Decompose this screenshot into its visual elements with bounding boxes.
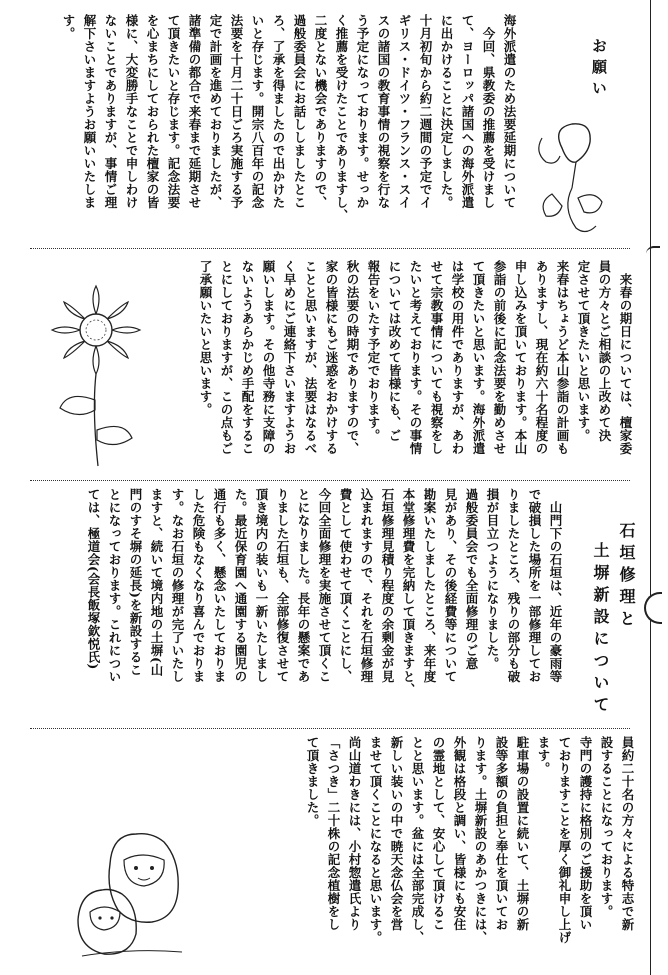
daruma-dolls-illustration xyxy=(72,820,192,960)
sunflower-illustration xyxy=(38,280,148,470)
section-title-line2: 土塀新設について xyxy=(591,542,610,718)
section-title-line1: 石垣修理と xyxy=(617,522,636,632)
section-next-spring-schedule xyxy=(8,252,646,478)
section-overseas-dispatch xyxy=(8,8,646,248)
margin-tick-top xyxy=(646,246,660,258)
section-title-onegai: お願い xyxy=(590,38,608,101)
dotted-divider-3 xyxy=(30,728,630,729)
dotted-divider-2 xyxy=(30,480,630,481)
section-stone-wall-repair xyxy=(8,482,646,726)
binding-hole-mark xyxy=(644,592,662,624)
section2-body: 来春の期日については、檀家委 員の方々とご相談の上改めて決 定させて頂きたいと思います。 来春はちょうど本山参詣の計画も ありますし、現在約六十名程度の 申し込みを頂いております。本山 参詣の前後に記念法要を勤めさせ て頂きたいと思います。海外派遣 は学校の用件でありますが、あわ せて宗教事情についても視察をし たいと考えております。その事情 については改めて皆様にも、ご 報告をいたす予定でおります。 秋の法要の時期でありますので、 家の皆様にもご迷惑をおかけする ことと思いますが、法要はなるべ く早めにご連絡下さいますようお 願いします。その他寺務に支障の ないようあらかじめ手配をするこ とにしておりますが、この点もご 了承願いたいと思います。 xyxy=(198,260,633,455)
dotted-divider-1 xyxy=(30,248,630,249)
section4-body: 員約二十名の方々による特志で新 設することになっております。 寺門の護持に格別のご援助を頂い ておりますことを厚く御礼申し上げ ます。 駐車場の設置に続いて、土塀の新 設等多額の負担と奉仕を頂いてお ります。土塀新設のあかつきには、 外観は格段と調い、皆様にも安住 の霊地として、安心して頂けるこ とと思います。盆には全部完成し、 新しい装いの中で暁天念仏会を営 ませて頂くことになると思います。 尚山道わきには、小村惣遣氏より 「さつき」二十株の記念植樹をし て頂きました。 xyxy=(305,736,635,944)
morning-glory-illustration xyxy=(532,118,612,238)
section1-body: 海外派遣のため法要延期について 今回、県教委の推薦を受けまし て、ヨーロッパ諸国への海外派遣 に出かけることに決定しました。 十月初旬から約二週間の予定でイ ギリス・ドイツ・フランス・スイ スの諸国の教育事情の視察を行な う予定になっております。せっか く推薦を受けたことでありますし、 二度とない機会でありますので、 過般委員会にお話ししましたとこ ろ、了承を得ましたので出かけた いと存じます。開宗八百年の記念 法要を十月二十日ごろ実施する予 定で計画を進めておりましたが、 諸準備の都合で来春まで延期させ て頂きたいと存じます。記念法要 を心まちにしておられた檀家の皆 様に、大変勝手なことで申しわけ ないことでありますが、事情ご理 解下さいますようお願いいたしま す。 xyxy=(61,14,517,222)
section3-body: 山門下の石垣は、近年の豪雨等 で破損した場所を一部修理してお りましたところ、残りの部分も破 損が目立つようになりました。 過般委員会でも全面修理のご意 見があり、その後経費等について 勘案いたしましたところ、来年度 本堂修理費を完納して頂きますと、 石垣修理見積り程度の余剰金が見 込まれますので、それを石垣修理 費として使わせて頂くことにし、 今回全面修理を実施させて頂くこ とになりました。長年の懸案であ りました石垣も、全部修復させて 頂き境内の装いも一新いたしまし た。最近保育園へ通園する園児の 通行も多く、懸念いたしておりま した危険もなくなり喜んでおりま す。なお石垣の修理が完了いたし ますと、続いて境内地の土塀(山 門のすそ塀の延長)を新設するこ とになっております。これについ ては、極道会(会長飯塚欽悦氏) xyxy=(86,488,563,696)
right-margin-rule xyxy=(650,0,651,975)
section-earthen-wall-construction xyxy=(8,730,646,970)
